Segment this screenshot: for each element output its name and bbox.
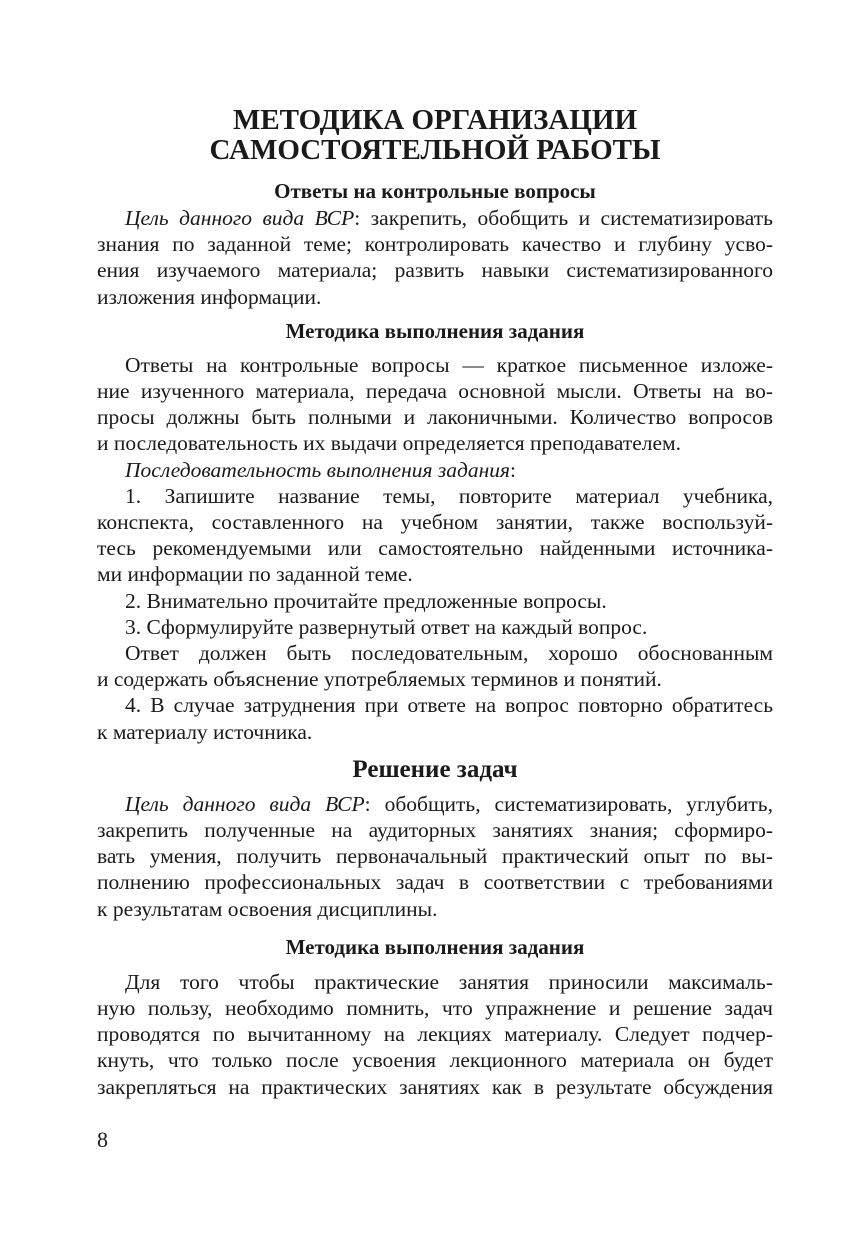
text-line xyxy=(97,404,773,430)
line-text: : обобщить, систематизировать, углубить, xyxy=(364,791,773,816)
line-text: 2. Внимательно прочитайте предложенные вопросы. xyxy=(125,588,607,613)
paragraph xyxy=(97,692,773,744)
text-line xyxy=(97,969,773,995)
page-number: 8 xyxy=(97,1127,108,1152)
text-section xyxy=(97,969,773,1100)
text-line xyxy=(97,995,773,1021)
text-line xyxy=(97,231,773,257)
text-line xyxy=(97,561,773,587)
text-line xyxy=(97,430,773,456)
line-text: закрепляться на практических занятиях как в результате обсуждения xyxy=(97,1074,773,1099)
text-section xyxy=(97,205,773,310)
line-text: и последовательность их выдачи определяется преподавателем. xyxy=(97,431,682,456)
text-section xyxy=(97,352,773,745)
section-heading: Решение задач xyxy=(352,755,518,783)
italic-term: Цель данного вида ВСР xyxy=(125,206,355,230)
line-text: кнуть, что только после усвоения лекционного материала он будет xyxy=(97,1048,773,1073)
paragraph xyxy=(97,588,773,614)
section-heading: Методика выполнения задания xyxy=(285,934,585,959)
text-line xyxy=(97,896,773,922)
line-text: Ответ должен быть последовательным, хорошо обоснованным xyxy=(125,641,773,666)
line-text: Ответы на контрольные вопросы — краткое письменное изложе- xyxy=(125,352,773,377)
text-line xyxy=(97,1021,773,1047)
line-text: 1. Запишите название темы, повторите материал учебника, xyxy=(125,483,773,508)
text-line xyxy=(97,692,773,718)
line-text: изложения информации. xyxy=(97,284,322,309)
text-line xyxy=(97,378,773,404)
text-line xyxy=(97,719,773,745)
line-text: просы должны быть полными и лаконичными. Количество вопросов xyxy=(97,405,773,430)
paragraph xyxy=(97,457,773,483)
line-text: вать умения, получить первоначальный практический опыт по вы- xyxy=(97,844,773,869)
page-content xyxy=(97,105,773,1100)
text-line xyxy=(97,588,773,614)
line-text: к материалу источника. xyxy=(97,719,313,744)
text-line xyxy=(97,843,773,869)
line-text: конспекта, составленного на учебном занятии, также воспользуй- xyxy=(97,510,773,535)
line-text: проводятся по вычитанному на лекциях материалу. Следует подчер- xyxy=(97,1022,773,1047)
line-text: ения изучаемого материала; развить навыки систематизированного xyxy=(97,258,773,283)
line-text: закрепить полученные на аудиторных занятиях знания; сформиро- xyxy=(97,818,773,843)
title-line: МЕТОДИКА ОРГАНИЗАЦИИ xyxy=(232,104,638,136)
document-body xyxy=(97,178,773,1100)
page-title xyxy=(97,105,773,165)
italic-term: Последовательность выполнения задания xyxy=(125,457,511,482)
line-text: : закрепить, обобщить и систематизировать xyxy=(354,206,773,230)
title-line: САМОСТОЯТЕЛЬНОЙ РАБОТЫ xyxy=(209,134,661,166)
text-line xyxy=(97,640,773,666)
text-line xyxy=(97,791,773,817)
line-text: к результатам освоения дисциплины. xyxy=(97,896,438,921)
text-line xyxy=(97,817,773,843)
line-text: и содержать объяснение употребляемых терминов и понятий. xyxy=(97,667,662,692)
paragraph xyxy=(97,614,773,640)
text-line xyxy=(97,614,773,640)
line-text: полнению профессиональных задач в соответствии с требованиями xyxy=(97,870,773,895)
section-heading: Ответы на контрольные вопросы xyxy=(274,179,596,203)
line-text: : xyxy=(510,457,517,482)
line-text: тесь рекомендуемыми или самостоятельно найденными источника- xyxy=(97,536,773,561)
line-text: ную пользу, необходимо помнить, что упражнение и решение задач xyxy=(97,996,773,1021)
italic-term: Цель данного вида ВСР xyxy=(125,791,365,816)
section-heading: Методика выполнения задания xyxy=(285,318,585,343)
paragraph xyxy=(97,483,773,588)
text-line xyxy=(97,509,773,535)
paragraph xyxy=(97,969,773,1100)
text-line xyxy=(97,457,773,483)
line-text: Для того чтобы практические занятия приносили максималь- xyxy=(125,969,773,994)
line-text: знания по заданной теме; контролировать качество и глубину усво- xyxy=(97,232,773,257)
paragraph xyxy=(97,791,773,922)
line-text: 4. В случае затруднения при ответе на вопрос повторно обратитесь xyxy=(125,693,773,718)
text-line xyxy=(97,1047,773,1073)
text-line xyxy=(97,483,773,509)
text-line xyxy=(97,352,773,378)
text-line xyxy=(97,205,773,231)
line-text: ми информации по заданной теме. xyxy=(97,562,413,587)
paragraph xyxy=(97,205,773,310)
text-line xyxy=(97,257,773,283)
text-line xyxy=(97,869,773,895)
paragraph xyxy=(97,640,773,692)
text-line xyxy=(97,1074,773,1100)
text-line xyxy=(97,284,773,310)
text-line xyxy=(97,535,773,561)
text-line xyxy=(97,666,773,692)
paragraph xyxy=(97,352,773,457)
text-section xyxy=(97,791,773,922)
line-text: 3. Сформулируйте развернутый ответ на каждый вопрос. xyxy=(125,614,648,639)
line-text: ние изученного материала, передача основной мысли. Ответы на во- xyxy=(97,379,773,404)
